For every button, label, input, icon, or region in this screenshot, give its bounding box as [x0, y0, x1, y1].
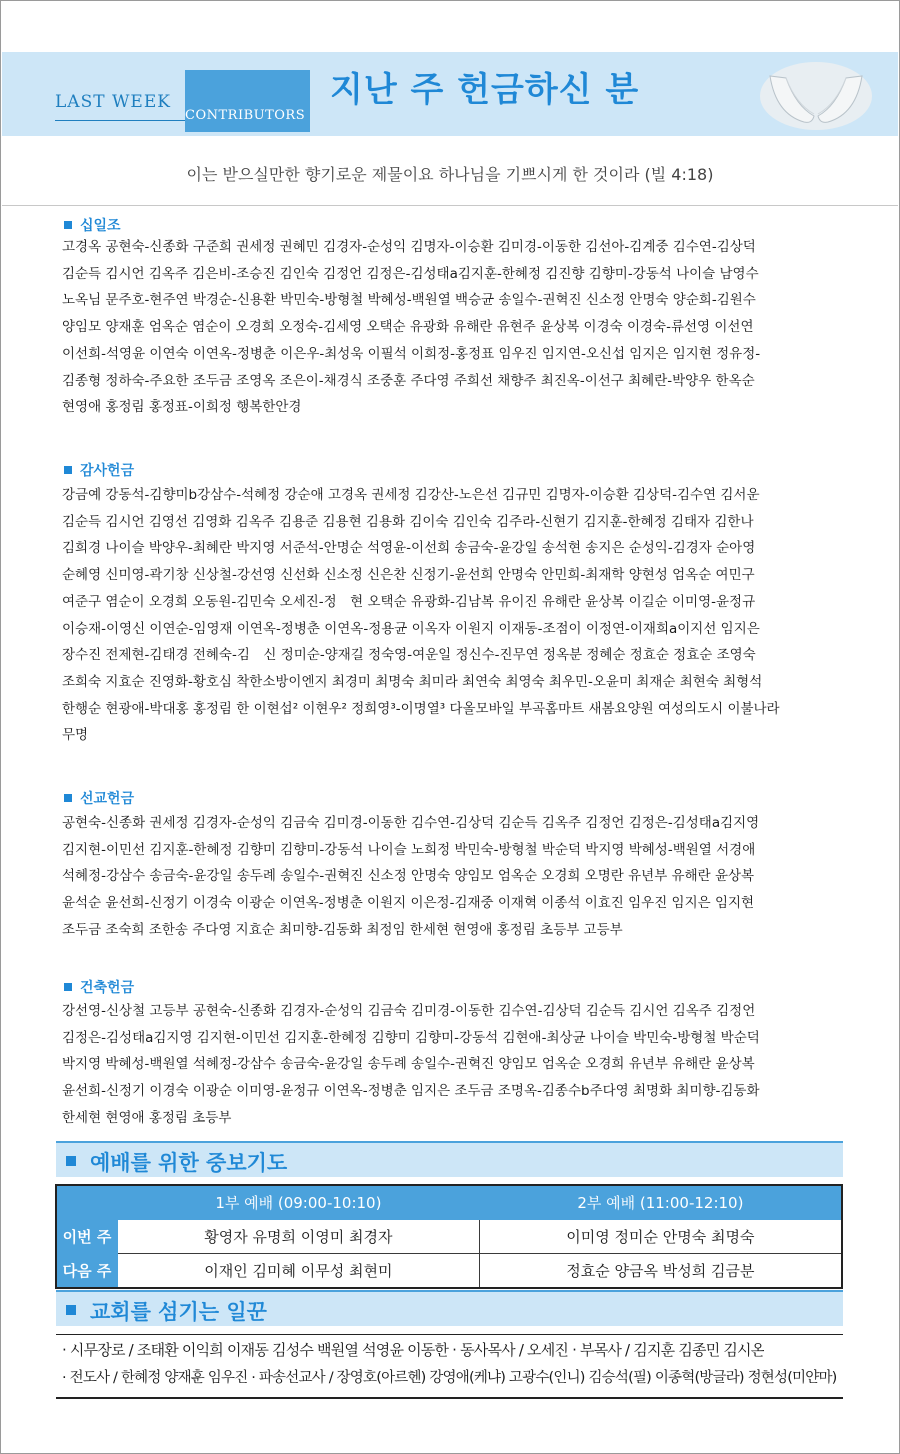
thanks-names: [62, 482, 842, 749]
section-title-mission: 선교헌금: [64, 788, 134, 808]
verse-divider: [2, 205, 898, 206]
prayer-table: [55, 1184, 843, 1289]
section-title-building: 건축헌금: [64, 977, 134, 997]
name-line: 김정은-김성태a김지영 김지현-이민선 김지훈-한혜정 김향미 김향미-강동석 김현애-최상균 나이슬 박민숙-방형철 박순덕: [62, 1029, 760, 1046]
bullet-square-icon: [64, 466, 72, 474]
name-line: 김순득 김시언 김영선 김영화 김옥주 김용준 김용현 김용화 김이숙 김인숙 김주라-신현기 김지훈-한혜정 김태자 김한나: [62, 513, 754, 530]
bullet-square-icon: [64, 221, 72, 229]
row-label-this-week: 이번 주: [56, 1220, 118, 1254]
name-line: 박지영 박혜성-백원열 석혜정-강삼수 송금숙-윤강일 송두례 송일수-권혁진 양임모 엄옥순 오경희 유년부 유해란 윤상복: [62, 1056, 755, 1073]
building-names: [62, 998, 842, 1132]
name-line: 노옥님 문주호-현주연 박경순-신용환 박민숙-방형철 박혜성-백원열 백승균 송일수-권혁진 신소정 안명숙 양순희-김원수: [62, 292, 756, 309]
last-week-label: LAST WEEK: [55, 92, 171, 112]
tithe-names: [62, 234, 842, 421]
section-title-thanks: 감사헌금: [64, 460, 134, 480]
contributors-label: CONTRIBUTORS: [185, 108, 306, 123]
name-line: 조두금 조숙희 조한송 주다영 지효순 최미향-김동화 최정임 한세현 현영애 홍정림 초등부 고등부: [62, 921, 623, 938]
name-line: 김순득 김시언 김옥주 김은비-조승진 김인숙 김정언 김정은-김성태a김지훈-한혜정 김진향 김향미-강동석 나이슬 남영수: [62, 265, 759, 282]
name-line: 고경옥 공현숙-신종화 구준희 권세정 권혜민 김경자-순성익 김명자-이승환 김미경-이동한 김선아-김계중 김수연-김상덕: [62, 239, 756, 255]
prayer-header: [56, 1141, 843, 1177]
table-cell: 정효순 양금옥 박성희 김금분: [479, 1254, 842, 1289]
column-header-second-service: 2부 예배 (11:00-12:10): [479, 1185, 842, 1220]
table-row: [56, 1254, 842, 1289]
name-line: 무명: [62, 727, 89, 744]
name-line: 순혜영 신미영-곽기창 신상철-강선영 신선화 신소정 신은찬 신정기-윤선희 안명숙 안민희-최재학 양현성 엄옥순 여민구: [62, 567, 755, 584]
table-cell: 이재인 김미혜 이무성 최현미: [118, 1254, 480, 1289]
name-line: 조희숙 지효순 진영화-황호심 착한소방이엔지 최경미 최명숙 최미라 최연숙 최영숙 최우민-오윤미 최재순 최현숙 최형석: [62, 673, 763, 690]
name-line: 석혜정-강삼수 송금숙-윤강일 송두례 송일수-권혁진 신소정 안명숙 양임모 엄옥순 오경희 오명란 유년부 유해란 윤상복: [62, 868, 755, 885]
bullet-square-icon: [66, 1156, 76, 1166]
table-row: [56, 1220, 842, 1254]
row-label-next-week: 다음 주: [56, 1254, 118, 1289]
table-cell: 황영자 유명희 이영미 최경자: [118, 1220, 480, 1254]
name-line: 김종형 정하숙-주요한 조두금 조영옥 조은이-채경식 조중훈 주다영 주희선 채향주 최진옥-이선구 최혜란-박양우 한옥순: [62, 372, 755, 389]
column-header-first-service: 1부 예배 (09:00-10:10): [118, 1185, 480, 1220]
name-line: 양임모 양재훈 엄옥순 염순이 오경희 오정숙-김세영 오택순 유광화 유해란 유현주 윤상복 이경숙 이경숙-류선영 이선연: [62, 319, 754, 336]
prayer-title: 예배를 위한 중보기도: [90, 1151, 288, 1175]
name-line: 현영애 홍정림 홍정표-이희정 행복한안경: [62, 399, 302, 416]
staff-title: 교회를 섬기는 일꾼: [90, 1300, 267, 1324]
name-line: 윤석순 윤선희-신정기 이경숙 이광순 이연옥-정병춘 이원지 이은정-김재중 이재혁 이종석 이효진 임우진 임지은 임지현: [62, 895, 755, 912]
staff-header: [56, 1290, 843, 1326]
header-underline: [55, 120, 185, 121]
name-line: 여준구 염순이 오경희 오동원-김민숙 오세진-정 현 오택순 유광화-김남복 유이진 유해란 윤상복 이길순 이미영-윤정규: [62, 593, 756, 610]
table-header-row: [56, 1185, 842, 1220]
bullet-square-icon: [66, 1305, 76, 1315]
name-line: 김희경 나이슬 박양우-최혜란 박지영 서준석-안명순 석영윤-이선희 송금숙-윤강일 송석현 송지은 순성익-김경자 순아영: [62, 540, 756, 557]
table-corner: [56, 1185, 118, 1220]
section-title-tithe: 십일조: [64, 215, 121, 235]
open-hands-icon: [756, 56, 876, 132]
name-line: 강금예 강동석-김향미b강삼수-석혜정 강순애 고경옥 권세정 김강산-노은선 김규민 김명자-이승환 김상덕-김수연 김서운: [62, 487, 760, 503]
name-line: 이승재-이영신 이연순-임영재 이연옥-정병춘 이연옥-정용균 이옥자 이원지 이재동-조점이 이정연-이재희a이지선 임지은: [62, 620, 760, 637]
name-line: 윤선희-신정기 이경숙 이광순 이미영-윤정규 이연옥-정병춘 임지은 조두금 조명옥-김종수b주다영 최명화 최미향-김동화: [62, 1083, 760, 1100]
name-line: 강선영-신상철 고등부 공현숙-신종화 김경자-순성익 김금숙 김미경-이동한 김수연-김상덕 김순득 김시언 김옥주 김정언: [62, 1003, 756, 1019]
name-line: 김지현-이민선 김지훈-한혜정 김향미 김향미-강동석 나이슬 노희정 박민숙-방형철 박순덕 박지영 박혜성-백원열 서경애: [62, 841, 756, 858]
bullet-square-icon: [64, 983, 72, 991]
bullet-square-icon: [64, 794, 72, 802]
name-line: 이선희-석영윤 이연숙 이연옥-정병춘 이은우-최성욱 이필석 이희정-홍정표 임우진 임지연-오신섭 임지은 임지현 정유정-: [62, 345, 761, 362]
mission-names: [62, 810, 842, 944]
staff-list: [56, 1334, 843, 1399]
name-line: 한행순 현광애-박대홍 홍정림 한 이현섭² 이현우² 정희영³-이명열³ 다올모바일 부곡홈마트 새봄요양원 여성의도시 이불나라: [62, 700, 780, 717]
page-title: 지난 주 헌금하신 분: [330, 70, 640, 110]
staff-line: · 시무장로 / 조태환 이익희 이재동 김성수 백원열 석영윤 이동한 · 동사목사 / 오세진 · 부목사 / 김지훈 김종민 김시온: [62, 1341, 765, 1359]
staff-line: · 전도사 / 한혜정 양재훈 임우진 · 파송선교사 / 장영호(아르헨) 강영애(케냐) 고광수(인니) 김승석(필) 이종혁(방글라) 정현성(미얀마): [62, 1370, 837, 1386]
name-line: 공현숙-신종화 권세정 김경자-순성익 김금숙 김미경-이동한 김수연-김상덕 김순득 김옥주 김정언 김정은-김성태a김지영: [62, 815, 760, 831]
name-line: 한세현 현영애 홍정림 초등부: [62, 1109, 232, 1126]
name-line: 장수진 전제현-김태경 전혜숙-김 신 정미순-양재길 정숙영-여운일 정신수-진무연 정옥분 정혜순 정효순 정효순 조영숙: [62, 647, 756, 664]
scripture-verse: 이는 받으실만한 향기로운 제물이요 하나님을 기쁘시게 한 것이라 (빌 4:18): [186, 165, 714, 184]
table-cell: 이미영 정미순 안명숙 최명숙: [479, 1220, 842, 1254]
